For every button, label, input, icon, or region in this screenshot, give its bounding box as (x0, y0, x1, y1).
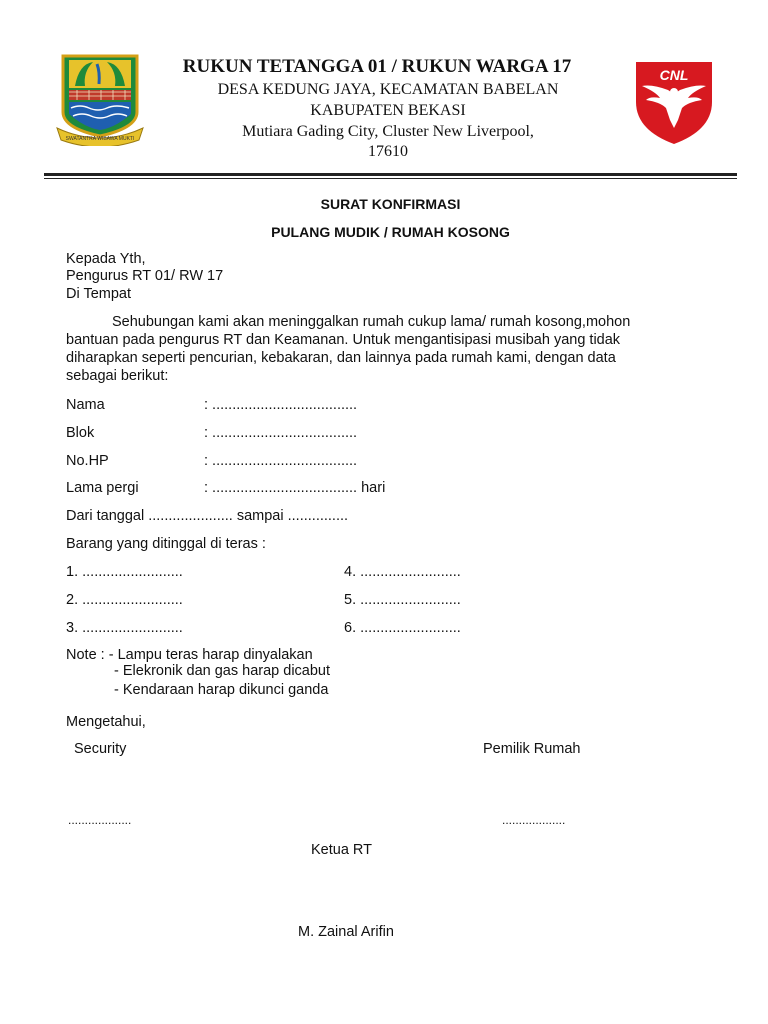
field-value-duration: : .................................... hari (204, 480, 386, 496)
item-line: 3. ......................... (66, 620, 183, 636)
letterhead-address: Mutiara Gading City, Cluster New Liverpool, (242, 123, 534, 140)
signature-owner-dots: ................... (502, 813, 566, 827)
field-label-phone: No.HP (66, 453, 109, 469)
item-line: 1. ......................... (66, 564, 183, 580)
letterhead-divider-thin (44, 178, 737, 179)
letterhead-title: RUKUN TETANGGA 01 / RUKUN WARGA 17 (182, 56, 572, 77)
note-item: - Elekronik dan gas harap dicabut (114, 663, 331, 679)
field-label-duration: Lama pergi (66, 480, 139, 496)
kabupaten-bekasi-emblem (55, 50, 145, 146)
paragraph-line: bantuan pada pengurus RT dan Keamanan. Untuk mengantisipasi musibah yang tidak (66, 332, 621, 348)
cnl-shield-logo (630, 58, 718, 146)
paragraph-line: diharapkan seperti pencurian, kebakaran, dan lainnya pada rumah kami, dengan data (66, 350, 616, 366)
field-label-name: Nama (66, 397, 105, 413)
item-line: 4. ......................... (344, 564, 461, 580)
item-line: 2. ......................... (66, 592, 183, 608)
signature-security-dots: ................... (68, 813, 132, 827)
signature-rt-name: M. Zainal Arifin (298, 924, 394, 940)
address-line: Pengurus RT 01/ RW 17 (66, 268, 224, 284)
letterhead-divider-thick (44, 173, 737, 176)
signature-rt-label: Ketua RT (311, 842, 372, 858)
signature-owner-label: Pemilik Rumah (483, 741, 581, 757)
paragraph-line: sebagai berikut: (66, 368, 169, 384)
letterhead-village: DESA KEDUNG JAYA, KECAMATAN BABELAN (217, 81, 559, 98)
letterhead-postal-code: 17610 (368, 143, 408, 160)
field-value-phone: : .................................... (204, 453, 358, 469)
letterhead-regency: KABUPATEN BEKASI (310, 102, 466, 119)
address-line: Kepada Yth, (66, 251, 146, 267)
field-value-block: : .................................... (204, 425, 358, 441)
field-label-block: Blok (66, 425, 95, 441)
emblem-caption: SWATANTRA WIBAWA MUKTI (65, 136, 135, 142)
date-range-line: Dari tanggal ..................... sampai ............... (66, 508, 349, 524)
paragraph-line: Sehubungan kami akan meninggalkan rumah cukup lama/ rumah kosong,mohon (112, 314, 631, 330)
address-line: Di Tempat (66, 286, 132, 302)
document-heading: SURAT KONFIRMASI (320, 196, 461, 212)
items-intro: Barang yang ditinggal di teras : (66, 536, 266, 552)
note-item: - Kendaraan harap dikunci ganda (114, 682, 329, 698)
document-subheading: PULANG MUDIK / RUMAH KOSONG (271, 224, 510, 240)
item-line: 5. ......................... (344, 592, 461, 608)
field-value-name: : .................................... (204, 397, 358, 413)
note-line: Note : - Lampu teras harap dinyalakan (66, 647, 313, 663)
item-line: 6. ......................... (344, 620, 461, 636)
acknowledged-label: Mengetahui, (66, 714, 146, 730)
signature-security-label: Security (74, 741, 127, 757)
cnl-logo-text: CNL (659, 67, 689, 83)
